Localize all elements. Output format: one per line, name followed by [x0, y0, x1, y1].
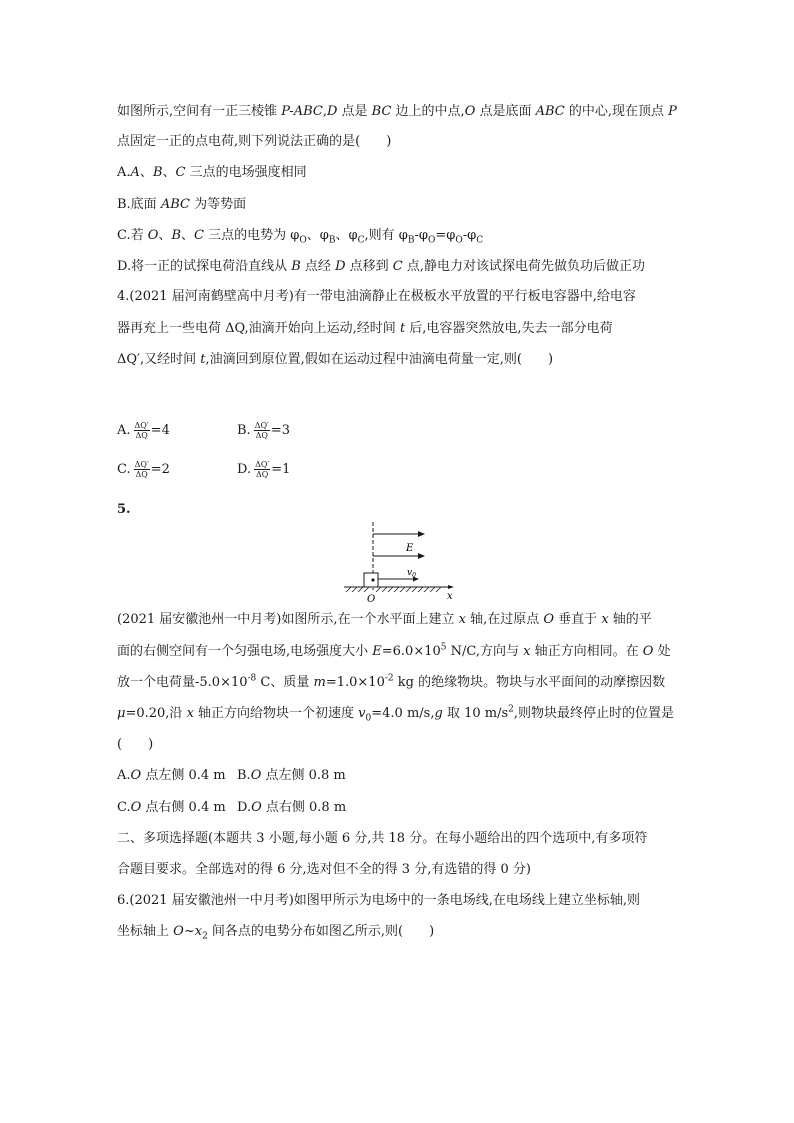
field-arrowhead-2	[418, 553, 425, 559]
q4-stem-line-3: ΔQ′,又经时间 t,油滴回到原位置,假如在运动过程中油滴电荷量一定,则( )	[117, 352, 554, 367]
q5-option-c: C.O 点右侧 0.4 m	[117, 800, 226, 815]
q5-stem-line-3: 放一个电荷量$-5.0\times 10^{-8}$ C、质量 $m=1.0\times 10^{-2}$ kg 的绝缘物块。物块与水平面间的动摩擦因数	[117, 673, 666, 690]
q3-stem-line-2: 点固定一正的点电荷,则下列说法正确的是( )	[117, 134, 392, 149]
q5-option-b: B.O 点左侧 0.8 m	[237, 768, 346, 783]
x-axis-arrowhead	[448, 585, 454, 589]
q4-stem-line-1: 4.(2021 届河南鹤壁高中月考)有一带电油滴静止在极板水平放置的平行板电容器中,给电容	[117, 289, 636, 304]
axis-label: x	[447, 591, 453, 602]
block	[364, 573, 378, 587]
block-charge-dot	[371, 578, 374, 581]
q5-stem-line-4: μ=0.20,沿 x 轴正方向给物块一个初速度 $v_0=4.0$ m/s,g 取 10 $m/s^2$,则物块最终停止时的位置是	[117, 704, 675, 724]
q4-option-b: B. $\frac{\Delta Q'}{\Delta Q}$ =3	[237, 421, 291, 440]
q5-figure	[330, 520, 460, 606]
section2-heading-line-1: 二、多项选择题(本题共 3 小题,每小题 6 分,共 18 分。在每小题给出的四个选项中,有多项符	[117, 831, 648, 846]
field-label: E	[406, 543, 414, 554]
q3-option-d: D.将一正的试探电荷沿直线从 B 点经 D 点移到 C 点,静电力对该试探电荷先做负功后做正功	[117, 259, 645, 274]
q3-option-b: B.底面 ABC 为等势面	[117, 197, 247, 212]
q6-stem-line-1: 6.(2021 届安徽池州一中月考)如图甲所示为电场中的一条电场线,在电场线上建立坐标轴,则	[117, 893, 641, 908]
q5-option-a: A.O 点左侧 0.4 m	[117, 768, 226, 783]
q5-option-d: D.O 点右侧 0.8 m	[237, 800, 347, 815]
section2-heading-line-2: 合题目要求。全部选对的得 6 分,选对但不全的得 3 分,有选错的得 0 分)	[117, 862, 531, 877]
field-arrowhead-1	[418, 531, 425, 537]
q5-stem-line-1: (2021 届安徽池州一中月考)如图所示,在一个水平面上建立 x 轴,在过原点 O 垂直于 x 轴的平	[117, 612, 652, 627]
q3-option-c: C.若 O、B、C 三点的电势为 $\varphi_O$、$\varphi_B$、$\varphi_C$,则有 $\varphi_B-\varphi_O=\varphi_O-\varphi_C$	[117, 228, 484, 246]
q4-option-a: A. $\frac{\Delta Q'}{\Delta Q}$ =4	[117, 421, 170, 440]
q5-stem-line-5: ( )	[117, 737, 154, 752]
q5-number: 5.	[117, 502, 131, 517]
q4-option-d: D. $\frac{\Delta Q'}{\Delta Q}$ =1	[237, 460, 291, 479]
q4-stem-line-2: 器再充上一些电荷 ΔQ,油滴开始向上运动,经时间 t 后,电容器突然放电,失去一部分电荷	[117, 321, 613, 336]
origin-label: O	[367, 594, 376, 605]
q3-stem-line-1: 如图所示,空间有一正三棱锥 P-ABC,D 点是 BC 边上的中点,O 点是底面 ABC 的中心,现在顶点 P	[117, 104, 677, 119]
q4-option-c: C. $\frac{\Delta Q'}{\Delta Q}$ =2	[117, 460, 170, 479]
q5-stem-line-2: 面的右侧空间有一个匀强电场,电场强度大小 $E=6.0\times 10^5$ N/C,方向与 x 轴正方向相同。在 O 处	[117, 642, 671, 659]
velocity-label: $v_0$	[407, 568, 416, 579]
ground-hatching	[346, 587, 441, 592]
q6-stem-line-2: 坐标轴上 $O\sim x_2$ 间各点的电势分布如图乙所示,则( )	[117, 924, 435, 942]
q3-option-a: A.A、B、C 三点的电场强度相同	[117, 165, 307, 180]
